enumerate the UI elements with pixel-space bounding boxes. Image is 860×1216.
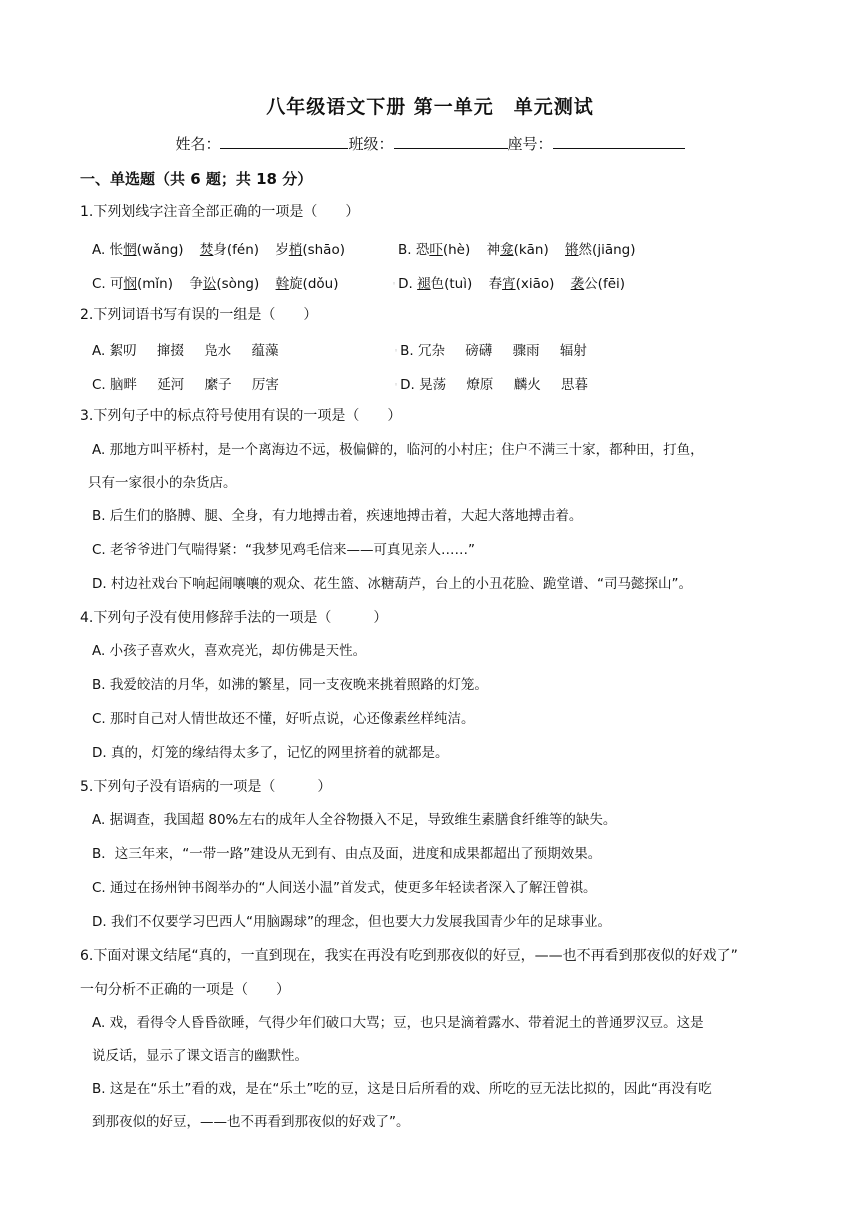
- class-blank[interactable]: [394, 134, 508, 149]
- seat-label: 座号：: [507, 135, 553, 153]
- q2-option-c[interactable]: [92, 373, 279, 393]
- option-word: B. 冗杂: [400, 343, 445, 359]
- pinyin: 公(fēi): [584, 276, 626, 292]
- word: [565, 238, 635, 258]
- pinyin: 旋(dǒu): [289, 276, 339, 292]
- option-word: 縻子: [204, 377, 232, 393]
- underlined-char: 袭: [570, 276, 585, 292]
- class-label: 班级：: [348, 135, 394, 153]
- option-text: 到那夜似的好豆，——也不再看到那夜似的好戏了”。: [92, 1114, 410, 1130]
- char: 春: [488, 276, 503, 292]
- option-word: 燎原: [466, 377, 494, 393]
- word: [275, 238, 345, 258]
- name-label: 姓名：: [175, 135, 221, 153]
- word: [416, 238, 470, 258]
- underlined-char: 讼: [202, 276, 217, 292]
- option-text: A. 那地方叫平桥村，是一个离海边不远，极偏僻的，临河的小村庄；住户不满三十家，都种田，打鱼，: [92, 442, 704, 458]
- underlined-char: 焚: [199, 242, 214, 258]
- word: [417, 272, 472, 292]
- q1-option-a[interactable]: [92, 238, 345, 258]
- underlined-char: 宵: [502, 276, 516, 292]
- name-blank[interactable]: [220, 134, 348, 149]
- q1-option-c[interactable]: [92, 272, 338, 292]
- q2-option-b[interactable]: [394, 339, 587, 359]
- q3-option-c[interactable]: C. 老爷爷进门气喘得紧：“我梦见鸡毛信来——可真见亲人……”: [92, 542, 475, 558]
- char: 争: [189, 276, 203, 292]
- question-4-stem: 4.下列句子没有使用修辞手法的一项是（ ）: [80, 610, 388, 626]
- pinyin: 然(jiāng): [578, 242, 636, 258]
- option-word: C. 脑畔: [92, 377, 138, 393]
- question-5-stem: 5.下列句子没有语病的一项是（ ）: [80, 779, 332, 795]
- bullet-dot-icon: ◦: [392, 280, 397, 288]
- option-word: 撺掇: [156, 343, 184, 359]
- q5-option-d[interactable]: D. 我们不仅要学习巴西人“用脑踢球”的理念，但也要大力发展我国青少年的足球事业。: [92, 914, 611, 930]
- question-3-stem: 3.下列句子中的标点符号使用有误的一项是（ ）: [80, 408, 402, 424]
- option-word: 凫水: [204, 343, 232, 359]
- underlined-char: 斡: [275, 276, 290, 292]
- pinyin: (shāo): [302, 242, 345, 258]
- option-text: 说反话，显示了课文语言的幽默性。: [92, 1048, 308, 1064]
- page-title: 八年级语文下册 第一单元 单元测试: [266, 96, 594, 118]
- word: [200, 238, 259, 258]
- question-2-stem: 2.下列词语书写有误的一组是（ ）: [80, 307, 318, 323]
- option-text: A. 戏，看得令人昏昏欲睡，气得少年们破口大骂；豆，也只是滴着露水、带着泥土的普通罗汉豆。这是: [92, 1015, 704, 1031]
- q1-option-d[interactable]: [392, 272, 625, 292]
- option-word: A. 絮叨: [92, 343, 137, 359]
- q4-option-c[interactable]: C. 那时自己对人情世故还不懂，好听点说，心还像素丝样纯洁。: [92, 711, 475, 727]
- pinyin: (wǎng): [136, 242, 184, 258]
- option-word: 骤雨: [512, 343, 540, 359]
- pinyin: 身(fén): [213, 242, 260, 258]
- word: [489, 272, 555, 292]
- underlined-char: 悯: [123, 276, 138, 292]
- option-label: C.: [92, 276, 106, 292]
- q3-option-d[interactable]: D. 村边社戏台下响起闹嚷嚷的观众、花生篮、冰糖葫芦，台上的小丑花脸、跪堂谱、“司马懿探山”。: [92, 576, 692, 592]
- question-6-stem-line2: 一句分析不正确的一项是（ ）: [80, 982, 290, 998]
- bullet-dot-icon: ◦: [394, 347, 399, 355]
- word: [276, 272, 339, 292]
- q4-option-d[interactable]: D. 真的，灯笼的缘结得太多了，记忆的网里挤着的就都是。: [92, 745, 449, 761]
- underlined-char: 梢: [288, 242, 303, 258]
- pinyin: (mǐn): [137, 276, 174, 292]
- word: [110, 272, 173, 292]
- word: [487, 238, 549, 258]
- pinyin: (xiāo): [515, 276, 555, 292]
- underlined-char: 龛: [500, 242, 514, 258]
- seat-blank[interactable]: [553, 134, 685, 149]
- bullet-dot-icon: ◦: [394, 381, 399, 389]
- pinyin: (kān): [513, 242, 549, 258]
- underlined-char: 褪: [417, 276, 431, 292]
- char: 岁: [275, 242, 289, 258]
- option-word: D. 晃荡: [400, 377, 447, 393]
- option-word: 思暮: [561, 377, 589, 393]
- underlined-char: 锵: [565, 242, 579, 258]
- pinyin: 色(tuì): [430, 276, 473, 292]
- question-1-stem: 1.下列划线字注音全部正确的一项是（ ）: [80, 204, 360, 220]
- word: [189, 272, 259, 292]
- q3-option-b[interactable]: B. 后生们的胳膊、腿、全身，有力地搏击着，疾速地搏击着，大起大落地搏击着。: [92, 508, 583, 524]
- q4-option-b[interactable]: B. 我爱皎洁的月华，如沸的繁星，同一支夜晚来挑着照路的灯笼。: [92, 677, 488, 693]
- q6-option-a[interactable]: [92, 1007, 782, 1073]
- option-word: 蕴藻: [251, 343, 279, 359]
- pinyin: (hè): [442, 242, 471, 258]
- underlined-char: 吓: [429, 242, 443, 258]
- option-word: 辐射: [559, 343, 587, 359]
- word: [571, 272, 625, 292]
- q5-option-a[interactable]: A. 据调查，我国超 80%左右的成年人全谷物摄入不足，导致维生素膳食纤维等的缺失。: [92, 812, 617, 828]
- q5-option-c[interactable]: C. 通过在扬州钟书阁举办的“人间送小温”首发式，使更多年轻读者深入了解汪曾祺。: [92, 880, 597, 896]
- char: 恐: [415, 242, 430, 258]
- option-label: A.: [92, 242, 106, 258]
- option-word: 麟火: [513, 377, 541, 393]
- char: 神: [486, 242, 501, 258]
- word: [110, 238, 184, 258]
- pinyin: (sòng): [216, 276, 260, 292]
- q6-option-b[interactable]: [92, 1073, 782, 1139]
- option-text: 只有一家很小的杂货店。: [88, 475, 237, 491]
- option-word: 厉害: [251, 377, 279, 393]
- question-6-stem-line1: 6.下面对课文结尾“真的，一直到现在，我实在再没有吃到那夜似的好豆，——也不再看到那夜似的好戏了”: [80, 948, 738, 964]
- option-text: B. 这是在“乐土”看的戏，是在“乐土”吃的豆，这是日后所看的戏、所吃的豆无法比拟的，因此“再没有吃: [92, 1081, 712, 1097]
- student-info-line: [0, 133, 860, 154]
- q1-option-b[interactable]: [398, 238, 635, 258]
- underlined-char: 惘: [123, 242, 137, 258]
- char: 怅: [109, 242, 124, 258]
- q4-option-a[interactable]: A. 小孩子喜欢火，喜欢亮光，却仿佛是天性。: [92, 643, 367, 659]
- q5-option-b[interactable]: B．这三年来，“一带一路”建设从无到有、由点及面，进度和成果都超出了预期效果。: [92, 846, 602, 862]
- char: 可: [110, 276, 124, 292]
- q2-option-a[interactable]: [92, 339, 278, 359]
- section-heading: 一、单选题（共 6 题；共 18 分）: [80, 170, 313, 188]
- option-label: D.: [398, 276, 413, 292]
- option-label: B.: [398, 242, 412, 258]
- q3-option-a[interactable]: [88, 434, 782, 500]
- q2-option-d[interactable]: [394, 373, 588, 393]
- option-word: 延河: [157, 377, 185, 393]
- option-word: 磅礴: [465, 343, 493, 359]
